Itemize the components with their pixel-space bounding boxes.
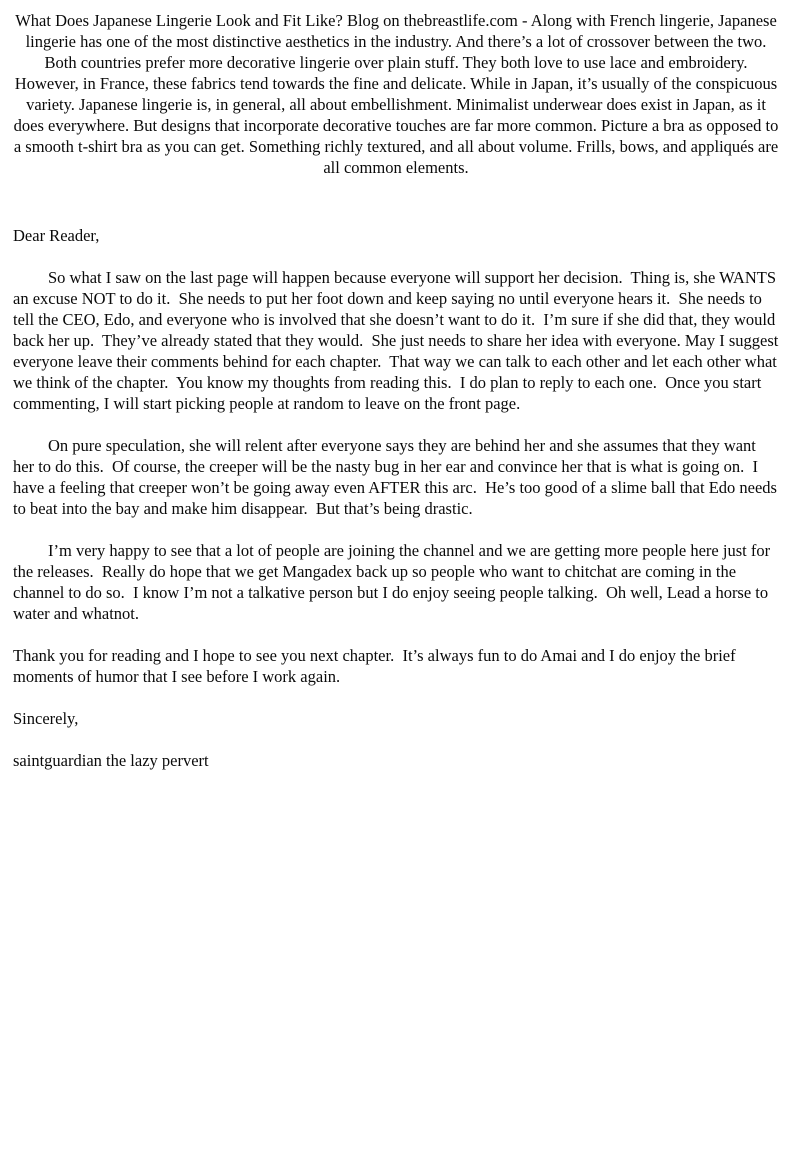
reader-letter <box>13 225 783 771</box>
letter-paragraph-2: On pure speculation, she will relent after everyone says they are behind her and she assumes that they want her to do this. Of course, the creeper will be the nasty bug in her ear and convince her that is what is going on. I have a feeling that creeper won’t be going away even AFTER this arc. He’s too good of a slime ball that Edo needs to beat into the bay and make him disappear. But that’s being drastic. <box>13 436 782 518</box>
letter-paragraph-3: I’m very happy to see that a lot of people are joining the channel and we are getting more people here just for the releases. Really do hope that we get Mangadex back up so people who want to chitchat are coming in the channel to do so. I know I’m not a talkative person but I do enjoy seeing people talking. Oh well, Lead a horse to water and whatnot. <box>13 541 775 623</box>
letter-paragraph-1: So what I saw on the last page will happen because everyone will support her decision. Thing is, she WANTS an excuse NOT to do it. She needs to put her foot down and keep saying no until everyone hears it. She needs to tell the CEO, Edo, and everyone who is involved that she doesn’t want to do it. I’m sure if she did that, they would back her up. They’ve already stated that they would. She just needs to share her idea with everyone. May I suggest everyone leave their comments behind for each chapter. That way we can talk to each other and let each other what we think of the chapter. You know my thoughts from reading this. I do plan to reply to each one. Once you start commenting, I will start picking people at random to leave on the front page. <box>13 268 783 413</box>
signoff: Sincerely, <box>13 709 79 728</box>
signature: saintguardian the lazy pervert <box>13 751 209 770</box>
letter-paragraph-4: Thank you for reading and I hope to see you next chapter. It’s always fun to do Amai and I do enjoy the brief moments of humor that I see before I work again. <box>13 646 740 686</box>
salutation: Dear Reader, <box>13 226 100 245</box>
quoted-blog-excerpt: What Does Japanese Lingerie Look and Fit Like? Blog on thebreastlife.com - Along with French lingerie, Japanese lingerie has one of the most distinctive aesthetics in the industry. And there’s a lot of crossover between the two. Both countries prefer more decorative lingerie over plain stuff. They both love to use lace and embroidery. However, in France, these fabrics tend towards the fine and delicate. While in Japan, it’s usually of the conspicuous variety. Japanese lingerie is, in general, all about embellishment. Minimalist underwear does exist in Japan, as it does everywhere. But designs that incorporate decorative touches are far more common. Picture a bra as opposed to a smooth t-shirt bra as you can get. Something richly textured, and all about volume. Frills, bows, and appliqués are all common elements. <box>13 11 783 177</box>
